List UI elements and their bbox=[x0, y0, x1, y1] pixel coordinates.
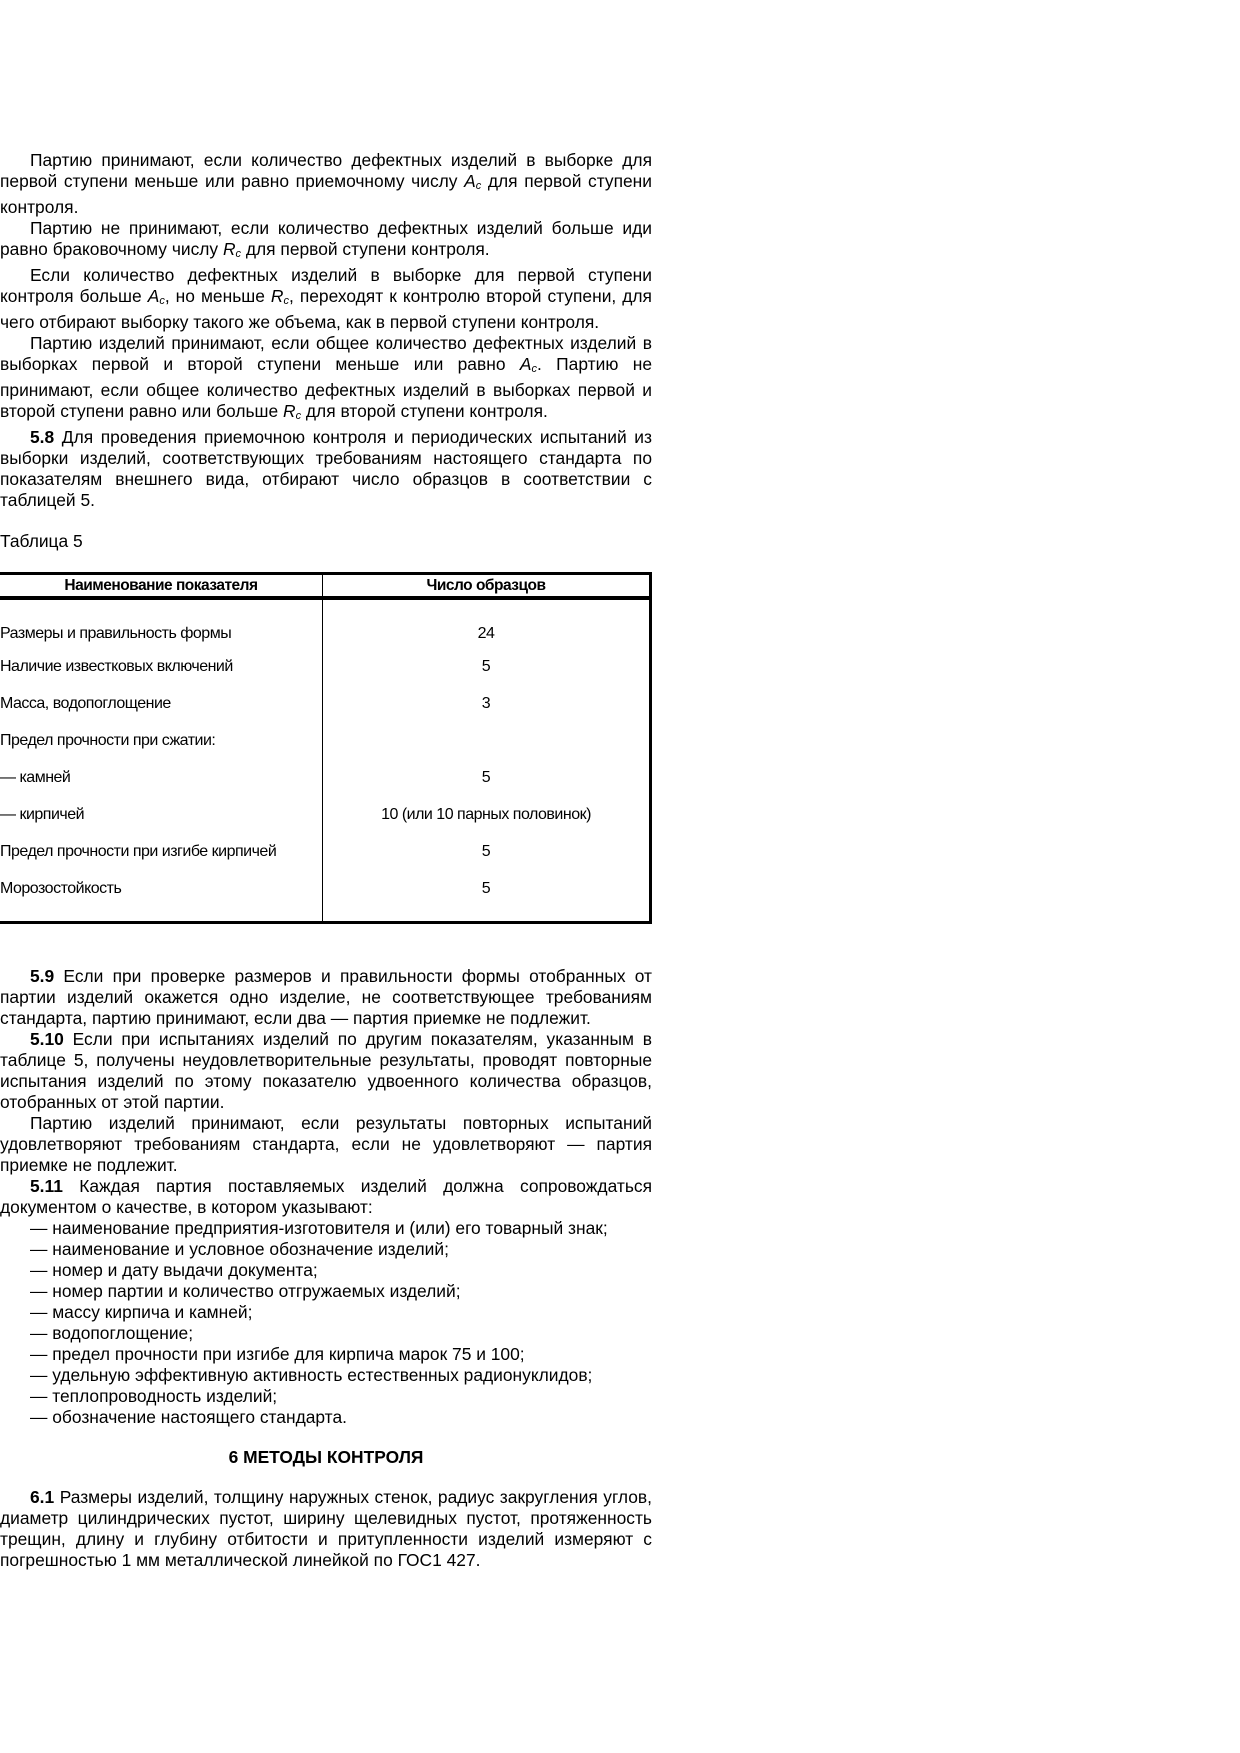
list-item: — удельную эффективную активность естественных радионуклидов; bbox=[30, 1365, 593, 1385]
clause-number: 5.11 bbox=[30, 1176, 63, 1196]
paragraph-second-stage-decision: Партию изделий принимают, если общее количество дефектных изделий в выборках первой и второй ступени меньше или равно $A_c$. Партию не принимают, если общее количество дефектных изделий в выборках первой и второй ступени равно или больше $R_c$ для второй ступени контроля. bbox=[0, 333, 652, 422]
table-row bbox=[0, 648, 651, 685]
table-header-row bbox=[0, 574, 651, 599]
row-value bbox=[323, 722, 651, 759]
list-item: — наименование и условное обозначение изделий; bbox=[30, 1239, 449, 1259]
list-item: — предел прочности при изгибе для кирпича марок 75 и 100; bbox=[30, 1344, 525, 1364]
list-item: — теплопроводность изделий; bbox=[30, 1386, 278, 1406]
row-name: Морозостойкость bbox=[0, 870, 323, 923]
row-value: 24 bbox=[477, 624, 495, 642]
row-name: Предел прочности при изгибе кирпичей bbox=[0, 833, 323, 870]
list-item: — водопоглощение; bbox=[30, 1323, 194, 1343]
row-value: 5 bbox=[481, 769, 491, 786]
clause-5-9: 5.9 Если при проверке размеров и правильности формы отобранных от партии изделий окажется одно изделие, не соответствующее требованиям стандарта, партию принимают, если два — партия приемке не подлежит. bbox=[0, 966, 652, 1028]
row-name: Размеры и правильность формы bbox=[0, 598, 323, 648]
quality-document-list bbox=[0, 1218, 652, 1428]
row-name: Наличие известковых включений bbox=[0, 648, 323, 685]
table-row bbox=[0, 796, 651, 833]
clause-5-11: 5.11 Каждая партия поставляемых изделий должна сопровождаться документом о качестве, в котором указывают: bbox=[0, 1176, 652, 1217]
row-name: — кирпичей bbox=[0, 796, 323, 833]
list-item: — наименование предприятия-изготовителя и (или) его товарный знак; bbox=[30, 1218, 608, 1238]
clause-5-8: 5.8 Для проведения приемочною контроля и периодических испытаний из выборки изделий, соответствующих требованиям настоящего стандарта по показателям внешнего вида, отбирают число образцов в соответствии с таблицей 5. bbox=[0, 427, 652, 510]
section-after-table bbox=[0, 966, 652, 1571]
header-sample-count: Число образцов bbox=[323, 574, 651, 599]
row-value: 10 (или 10 парных половинок) bbox=[381, 806, 591, 823]
table-row bbox=[0, 598, 651, 648]
clause-number: 5.8 bbox=[30, 427, 55, 447]
paragraph-rejection-first-stage: Партию не принимают, если количество дефектных изделий больше иди равно браковочному числу $R_c$ для первой ступени контроля. bbox=[0, 218, 652, 260]
table-row bbox=[0, 722, 651, 759]
table-row bbox=[0, 833, 651, 870]
clause-6-1: 6.1 Размеры изделий, толщину наружных стенок, радиус закругления углов, диаметр цилиндрических пустот, ширину щелевидных пустот, протяженность трещин, длину и глубину отбитости и притупленности изделий измеряют с погрешностью 1 мм металлической линейкой по ГОС1 427. bbox=[0, 1487, 652, 1570]
clause-number: 6.1 bbox=[30, 1487, 55, 1507]
list-item: — номер партии и количество отгружаемых изделий; bbox=[30, 1281, 461, 1301]
row-value: 5 bbox=[481, 658, 491, 675]
clause-5-10: 5.10 Если при испытаниях изделий по другим показателям, указанным в таблице 5, получены неудовлетворительные результаты, проводят повторные испытания изделий по этому показателю удвоенного количества образцов, отобранных от этой партии. bbox=[0, 1029, 652, 1112]
table-row bbox=[0, 685, 651, 722]
section-heading-6: 6 МЕТОДЫ КОНТРОЛЯ bbox=[228, 1447, 424, 1467]
list-item: — номер и дату выдачи документа; bbox=[30, 1260, 318, 1280]
paragraph-second-stage-transition: Если количество дефектных изделий в выборке для первой ступени контроля больше $A_c$, но меньше $R_c$, переходят к контролю второй ступени, для чего отбирают выборку такого же объема, как в первой ступени контроля. bbox=[0, 265, 652, 332]
row-name: Масса, водопоглощение bbox=[0, 685, 323, 722]
list-item: — обозначение настоящего стандарта. bbox=[30, 1407, 347, 1427]
row-name: — камней bbox=[0, 759, 323, 796]
header-indicator-name: Наименование показателя bbox=[0, 574, 323, 599]
row-value: 3 bbox=[481, 695, 491, 712]
paragraph-acceptance-first-stage: Партию принимают, если количество дефектных изделий в выборке для первой ступени меньше или равно приемочному числу $A_c$ для первой ступени контроля. bbox=[0, 150, 653, 217]
row-value: 5 bbox=[481, 880, 491, 897]
clause-number: 5.9 bbox=[30, 966, 55, 986]
row-value: 5 bbox=[481, 843, 491, 860]
table-row bbox=[0, 870, 651, 923]
table-caption: Таблица 5 bbox=[0, 531, 83, 551]
samples-table bbox=[0, 572, 652, 924]
list-item: — массу кирпича и камней; bbox=[30, 1302, 253, 1322]
table-row bbox=[0, 759, 651, 796]
clause-5-10-continued: Партию изделий принимают, если результаты повторных испытаний удовлетворяют требованиям стандарта, если не удовлетворяют — партия приемке не подлежит. bbox=[0, 1113, 652, 1175]
clause-number: 5.10 bbox=[30, 1029, 64, 1049]
row-name: Предел прочности при сжатии: bbox=[0, 722, 323, 759]
document-page bbox=[0, 150, 652, 1571]
